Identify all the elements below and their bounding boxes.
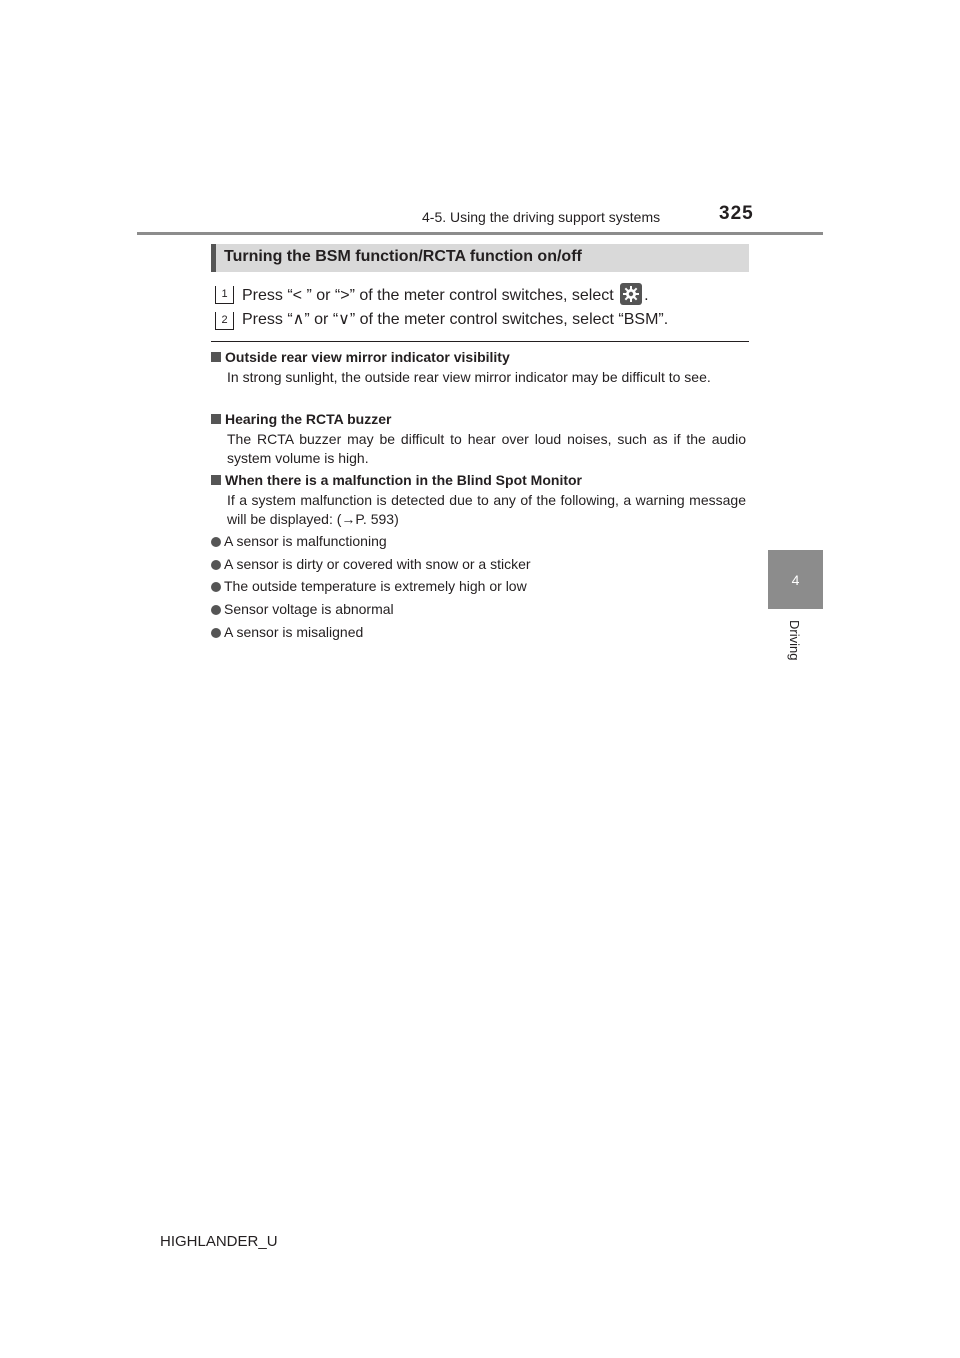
running-header: 4-5. Using the driving support systems bbox=[422, 209, 661, 225]
note-mirror-visibility bbox=[211, 349, 746, 387]
section-heading-bar bbox=[211, 244, 749, 272]
bullet-item bbox=[211, 624, 363, 640]
arrow-right-icon: → bbox=[341, 511, 356, 527]
note-title bbox=[211, 349, 746, 365]
square-bullet-icon bbox=[211, 414, 221, 424]
chapter-number: 4 bbox=[791, 572, 800, 588]
chapter-tab bbox=[768, 550, 823, 609]
step-text-before: Press “< ” or “>” of the meter control switches, select bbox=[242, 287, 619, 304]
note-title bbox=[211, 411, 746, 427]
header-rule bbox=[137, 232, 823, 235]
bullet-text: Sensor voltage is abnormal bbox=[224, 601, 394, 617]
bullet-item bbox=[211, 556, 531, 572]
bullet-text: The outside temperature is extremely high or low bbox=[224, 578, 527, 594]
circle-bullet-icon bbox=[211, 628, 221, 638]
chapter-label: Driving bbox=[787, 620, 802, 661]
bullet-text: A sensor is misaligned bbox=[224, 624, 364, 640]
circle-bullet-icon bbox=[211, 582, 221, 592]
step-text: Press “∧” or “∨” of the meter control switches, select “BSM”. bbox=[242, 311, 669, 328]
page-reference-link[interactable]: P. 593 bbox=[355, 511, 395, 527]
circle-bullet-icon bbox=[211, 560, 221, 570]
step-number: 2 bbox=[215, 312, 234, 330]
note-rcta-buzzer bbox=[211, 411, 746, 468]
note-body: The RCTA buzzer may be difficult to hear over loud noises, such as if the audio system volume is high. bbox=[227, 431, 746, 466]
circle-bullet-icon bbox=[211, 605, 221, 615]
settings-gear-icon bbox=[620, 283, 642, 305]
note-body-text-end: ) bbox=[394, 511, 399, 527]
step-text bbox=[242, 283, 649, 305]
note-body: In strong sunlight, the outside rear view mirror indicator may be difficult to see. bbox=[227, 369, 711, 385]
note-title-text: Outside rear view mirror indicator visibility bbox=[225, 349, 510, 365]
note-title-text: When there is a malfunction in the Blind Spot Monitor bbox=[225, 472, 582, 488]
section-divider bbox=[211, 341, 749, 342]
bullet-item bbox=[211, 533, 387, 549]
note-title bbox=[211, 472, 746, 488]
footer-model: HIGHLANDER_U bbox=[160, 1233, 278, 1250]
square-bullet-icon bbox=[211, 352, 221, 362]
note-title-text: Hearing the RCTA buzzer bbox=[225, 411, 392, 427]
bullet-item bbox=[211, 578, 527, 594]
bullet-text: A sensor is dirty or covered with snow or a sticker bbox=[224, 556, 531, 572]
page-number: 325 bbox=[719, 203, 754, 224]
section-title: Turning the BSM function/RCTA function on/off bbox=[224, 248, 582, 265]
bullet-item bbox=[211, 601, 394, 617]
step-number: 1 bbox=[215, 286, 234, 304]
circle-bullet-icon bbox=[211, 537, 221, 547]
bullet-text: A sensor is malfunctioning bbox=[224, 533, 387, 549]
square-bullet-icon bbox=[211, 475, 221, 485]
chapter-label-container bbox=[786, 620, 804, 680]
note-body bbox=[227, 491, 746, 529]
note-body-text: If a system malfunction is detected due to any of the following, a warning message will be displayed: ( bbox=[227, 492, 746, 527]
step-text-after: . bbox=[644, 287, 649, 304]
note-malfunction bbox=[211, 472, 746, 529]
